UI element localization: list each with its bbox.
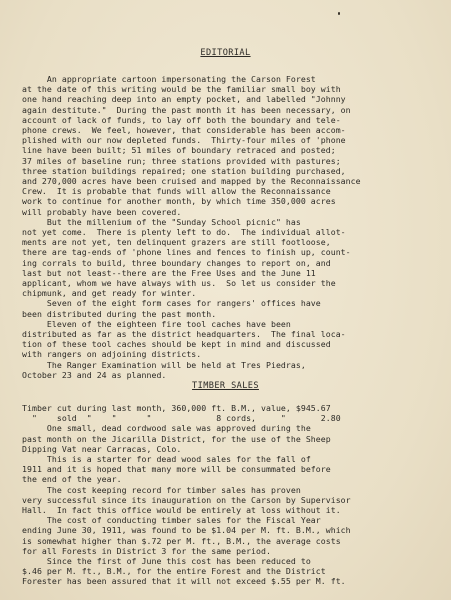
editorial-section — [22, 74, 440, 380]
editorial-heading: EDITORIAL — [200, 48, 251, 58]
editorial-line: The Ranger Examination will be held at Tres Piedras, — [22, 359, 306, 370]
timber-sales-line: for all Forests in District 3 for the same period. — [22, 545, 271, 556]
timber-sales-line: Hall. In fact this office would be entirely at loss without it. — [22, 505, 341, 516]
editorial-line: again destitute." During the past month it has been necessary, on — [22, 104, 351, 115]
editorial-line: tion of these tool caches should be kept in mind and discussed — [22, 339, 331, 350]
editorial-line: plished with our now depleted funds. Thirty-four miles of 'phone — [22, 135, 346, 146]
timber-sales-line: $.46 per M. ft., B.M., for the entire Forest and the District — [22, 566, 326, 577]
editorial-line: Eleven of the eighteen fire tool caches have been — [22, 318, 291, 329]
timber-sales-line: The cost keeping record for timber sales has proven — [22, 484, 301, 495]
editorial-line: Seven of the eight form cases for rangers' offices have — [22, 298, 321, 309]
timber-sales-line: is somewhat higher than $.72 per M. ft., B.M., the average costs — [22, 535, 341, 546]
editorial-line: not yet come. There is plenty left to do. The individual allot- — [22, 227, 346, 238]
editorial-line: chipmunk, and get ready for winter. — [22, 288, 197, 299]
timber-sales-line: " sold " " " 8 cords, " 2.80 — [22, 413, 341, 424]
editorial-line: October 23 and 24 as planned. — [22, 369, 167, 380]
editorial-line: with rangers on adjoining districts. — [22, 349, 202, 360]
timber-sales-line: One small, dead cordwood sale was approved during the — [22, 423, 311, 434]
editorial-line: work to continue for another month, by which time 350,000 acres — [22, 196, 336, 207]
timber-sales-line: ending June 30, 1911, was found to be $1.04 per M. ft. B.M., which — [22, 525, 351, 536]
timber-sales-line: Since the first of June this cost has been reduced to — [22, 556, 311, 567]
editorial-line: An appropriate cartoon impersonating the Carson Forest — [22, 74, 316, 84]
editorial-line: one hand reaching deep into an empty pocket, and labelled "Johnny — [22, 94, 346, 105]
editorial-line: been distributed during the past month. — [22, 308, 217, 319]
editorial-line: will probably have been covered. — [22, 206, 182, 217]
timber-sales-line: This is a starter for dead wood sales for the fall of — [22, 454, 311, 465]
editorial-line: and 270,000 acres have been cruised and mapped by the Reconnaissance — [22, 176, 361, 187]
editorial-line: But the millenium of the "Sunday School picnic" has — [22, 216, 301, 227]
editorial-line: Crew. It is probable that funds will allow the Reconnaissance — [22, 186, 331, 197]
editorial-line: ing corrals to build, three boundary changes to report on, and — [22, 257, 331, 268]
timber-sales-line: Dipping Vat near Carracas, Colo. — [22, 443, 182, 454]
ink-mark — [338, 12, 340, 15]
timber-sales-line: The cost of conducting timber sales for the Fiscal Year — [22, 515, 321, 526]
timber-sales-line: Timber cut during last month, 360,000 ft. B.M., value, $945.67 — [22, 403, 331, 413]
editorial-line: ments are not yet, ten delinquent grazers are still footloose, — [22, 237, 331, 248]
timber-sales-line: 1911 and it is hoped that many more will be consummated before — [22, 464, 331, 475]
editorial-line: at the date of this writing would be the familiar small boy with — [22, 84, 341, 95]
editorial-line: there are tag-ends of 'phone lines and fences to finish up, count- — [22, 247, 351, 258]
editorial-line: distributed as far as the district headquarters. The final loca- — [22, 329, 346, 340]
editorial-line: 37 miles of baseline run; three stations provided with pastures; — [22, 155, 341, 166]
editorial-line: last but not least--there are the Free Uses and the June 11 — [22, 267, 316, 278]
timber-sales-section — [22, 403, 440, 587]
editorial-line: line have been built; 51 miles of boundary retraced and posted; — [22, 145, 336, 156]
timber-sales-heading: TIMBER SALES — [192, 381, 259, 391]
timber-sales-line: past month on the Jicarilla District, for the use of the Sheep — [22, 433, 331, 444]
editorial-line: three station buildings repaired; one station building purchased, — [22, 165, 346, 176]
editorial-line: applicant, whom we have always with us. So let us consider the — [22, 278, 336, 289]
editorial-line: phone crews. We feel, however, that considerable has been accom- — [22, 125, 346, 136]
editorial-line: account of lack of funds, to lay off both the boundary and tele- — [22, 114, 341, 125]
timber-sales-line: Forester has been assured that it will not exceed $.55 per M. ft. — [22, 576, 346, 587]
timber-sales-line: the end of the year. — [22, 474, 122, 485]
timber-sales-line: very successful since its inauguration on the Carson by Supervisor — [22, 494, 351, 505]
